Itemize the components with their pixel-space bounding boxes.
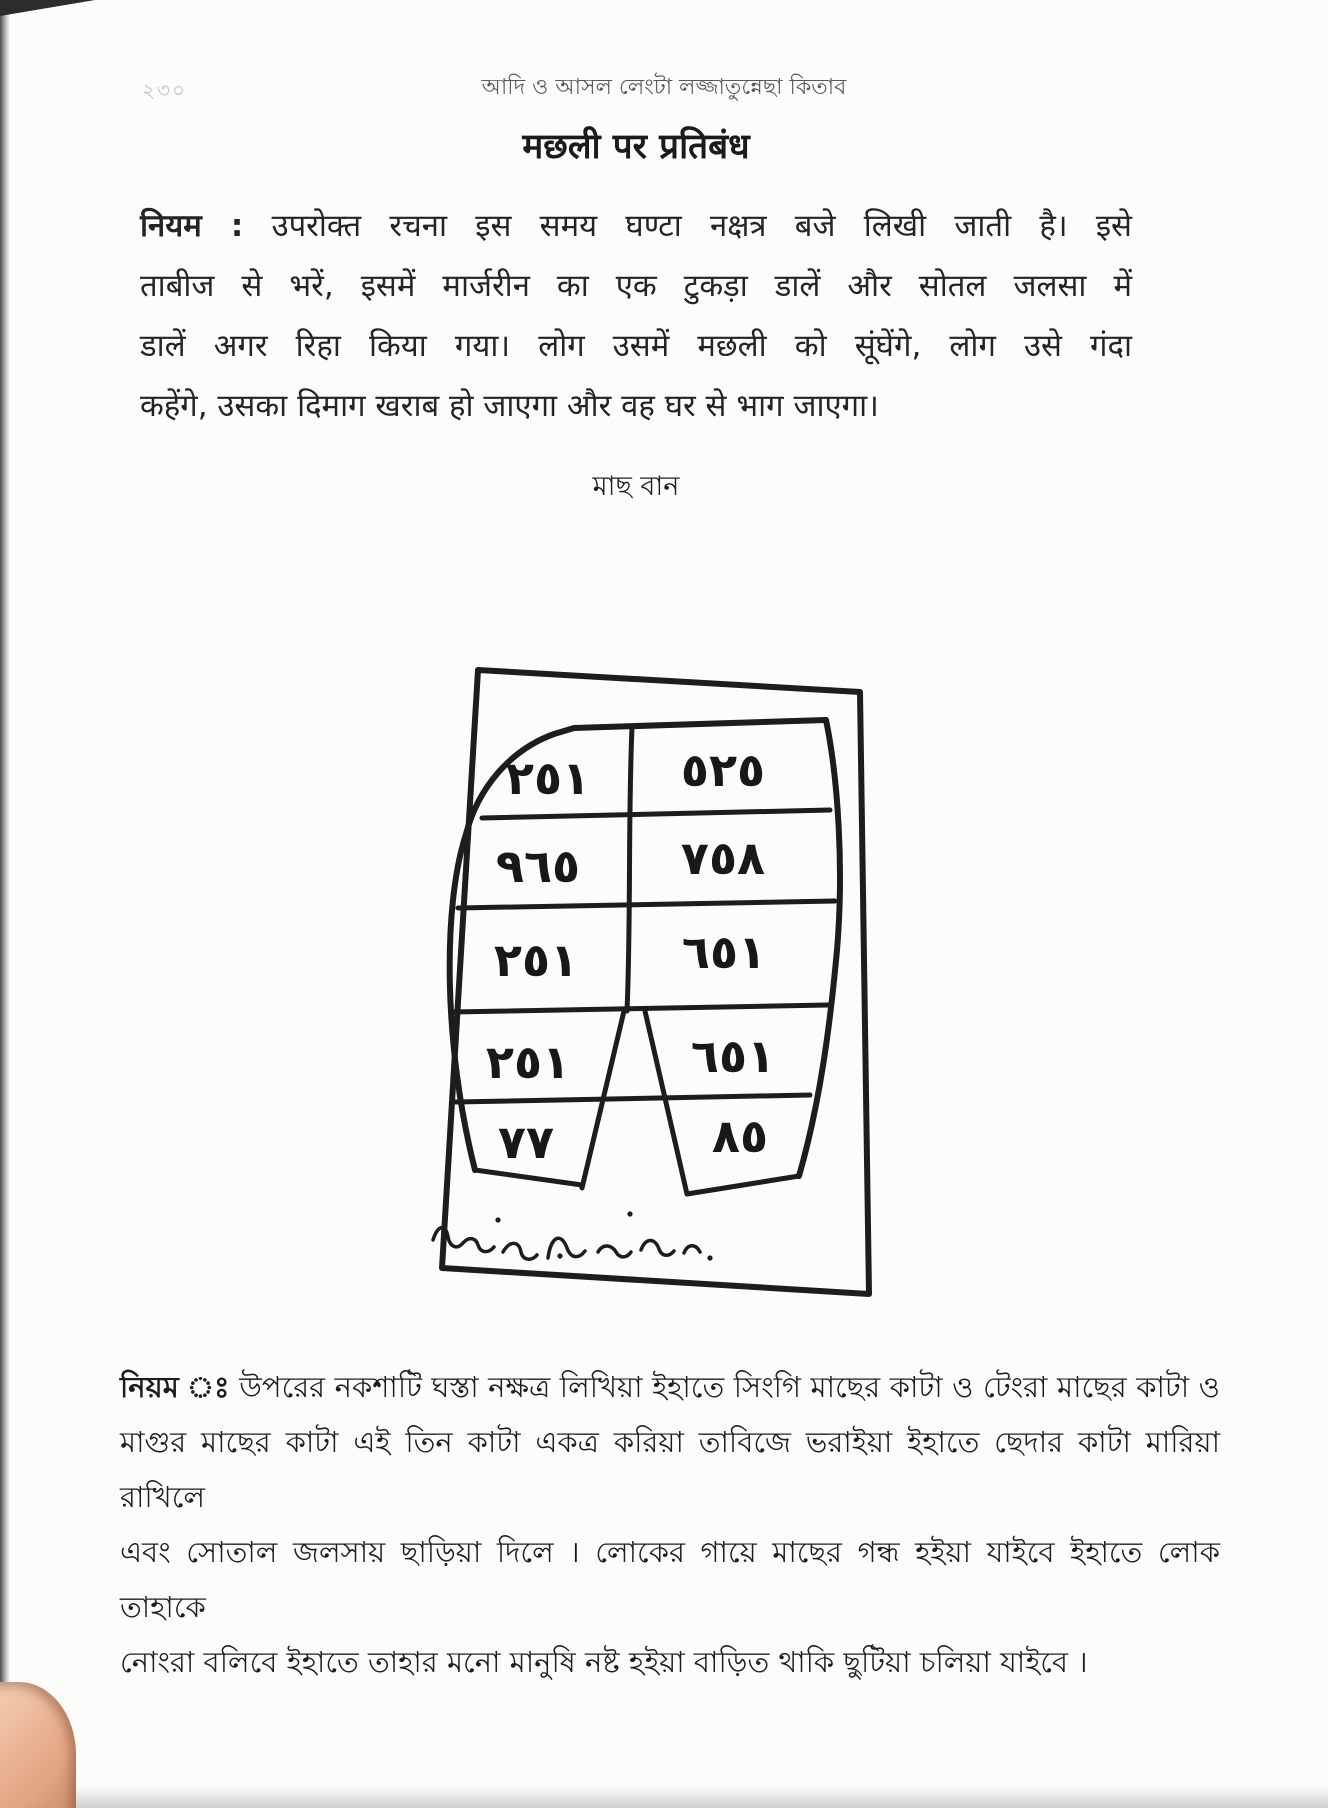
grid-cell-r2c2: ٧٥٨ [680, 831, 766, 885]
hindi-line-3: डालें अगर रिहा किया गया। लोग उसमें मछली को सूंघेंगे, लोग उसे गंदा [140, 328, 1132, 364]
page-number: ২৩০ [142, 78, 188, 102]
row-divider-3 [452, 1005, 828, 1012]
grid-cell-r3c1: ٢٥١ [493, 933, 579, 987]
center-divider [627, 728, 632, 1011]
bottom-edge-right-cell [687, 1176, 799, 1194]
hindi-line-4: कहेंगे, उसका दिमाग खराब हो जाएगा और वह घर से भाग जाएगा। [140, 388, 879, 424]
hindi-line-1: नियम : उपरोक्त रचना इस समय घण्टा नक्षत्र बजे लिखी जाती है। इसे [140, 208, 1132, 244]
scan-corner-mark [0, 0, 95, 16]
bengali-line-1: নিয়ম ঃ উপরের নকশাটি ঘস্তা নক্ষত্র লিখিয়া ইহাতে সিংগি মাছের কাটা ও টেংরা মাছের কাটা ও [120, 1370, 1220, 1404]
hindi-paragraph [140, 196, 1132, 436]
finger-smudge [0, 1682, 76, 1808]
scan-bottom-shade [0, 1786, 1328, 1808]
bengali-paragraph [120, 1360, 1220, 1690]
diagram-caption: মাছ বান [592, 471, 680, 502]
taweez-diagram [378, 578, 878, 1318]
taweez-svg [378, 578, 878, 1318]
page-header [0, 70, 1328, 100]
row-divider-1 [482, 810, 830, 818]
hindi-paragraph-label: नियम : [140, 208, 244, 244]
grid-cell-r3c2: ٦٥١ [681, 925, 767, 979]
row-divider-4 [456, 1095, 810, 1102]
grid-cell-r5c2: ٨٥ [711, 1109, 769, 1163]
bengali-line-4: নোংরা বলিবে ইহাতে তাহার মনো মানুষি নষ্ট হইয়া বাড়িত থাকি ছুটিয়া চলিয়া যাইবে । [120, 1645, 1088, 1679]
row-divider-2 [458, 901, 835, 908]
grid-cell-r2c1: ٩٦٥ [495, 839, 581, 893]
grid-cell-r4c2: ٦٥١ [690, 1029, 776, 1083]
tail-fork-right [645, 1011, 687, 1194]
running-title: আদি ও আসল লেংটা লজ্জাতুন্নেছা কিতাব [481, 75, 847, 100]
bengali-line-2: মাগুর মাছের কাটা এই তিন কাটা একত্র করিয়া তাবিজে ভরাইয়া ইহাতে ছেদার কাটা মারিয়া রাখিলে [120, 1425, 1220, 1514]
bengali-paragraph-label: নিয়ম ঃ [120, 1370, 230, 1404]
bengali-line-3: এবং সোতাল জলসায় ছাড়িয়া দিলে । লোকের গায়ে মাছের গন্ধ হইয়া যাইবে ইহাতে লোক তাহাকে [120, 1535, 1220, 1624]
hindi-line-2: ताबीज से भरें, इसमें मार्जरीन का एक टुकड़ा डालें और सोतल जलसा में [140, 268, 1132, 304]
grid-cell-r1c2: ٥٢٥ [680, 743, 766, 797]
arabic-scribble-icon [433, 1211, 713, 1260]
bottom-edge-left-cell [475, 1170, 582, 1185]
scan-edge-shadow [0, 0, 10, 1808]
page-title: मछली पर प्रतिबंध [522, 127, 750, 167]
grid-cell-r1c1: ٢٥١ [505, 751, 591, 805]
grid-cell-r4c1: ٢٥١ [485, 1035, 571, 1089]
grid-cell-r5c1: ٧٧ [497, 1115, 555, 1169]
